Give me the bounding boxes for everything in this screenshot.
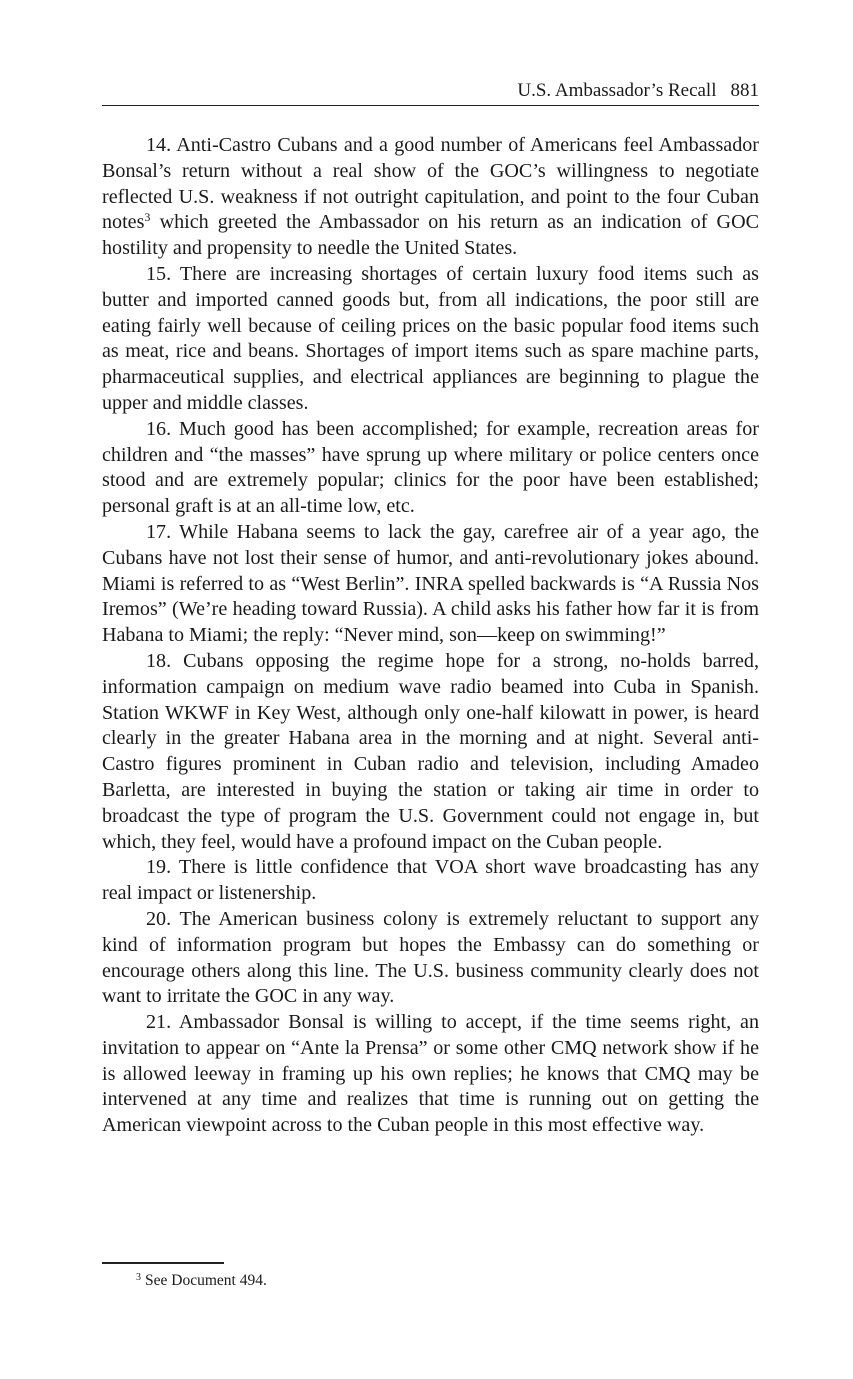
paragraph-14: [102, 133, 759, 262]
paragraph-20: 20. The American business colony is extremely reluctant to support any kind of information program but hopes the Embassy can do something or encourage others along this line. The U.S. business community clearly does not want to irritate the GOC in any way.: [102, 907, 759, 1008]
footnote-divider: [102, 1262, 224, 1264]
running-title: U.S. Ambassador’s Recall: [517, 80, 717, 101]
page-header: [102, 79, 759, 106]
paragraph-18: 18. Cubans opposing the regime hope for a strong, no-holds barred, information campaign on medium wave radio beamed into Cuba in Spanish. Station WKWF in Key West, although only one-half kilowatt in power, is heard clearly in the greater Habana area in the morning and at night. Several anti-Castro figures prominent in Cuban radio and television, including Amadeo Barletta, are interested in buying the station or taking air time in order to broadcast the type of program the U.S. Government could not engage in, but which, they feel, would have a profound impact on the Cuban people.: [102, 649, 759, 853]
footnote: [136, 1271, 267, 1291]
footnote-marker: 3: [136, 1272, 141, 1283]
paragraph-14-text-end: which greeted the Ambassador on his return as an indication of GOC hostility and propensity to needle the United States.: [102, 211, 759, 260]
footnote-text: See Document 494.: [145, 1272, 267, 1289]
body-text: [102, 133, 759, 1139]
paragraph-21: 21. Ambassador Bonsal is willing to accept, if the time seems right, an invitation to appear on “Ante la Prensa” or some other CMQ network show if he is allowed leeway in framing up his own replies; he knows that CMQ may be intervened at any time and realizes that time is running out on getting the American viewpoint across to the Cuban people in this most effective way.: [102, 1011, 759, 1137]
footnote-reference: 3: [144, 210, 151, 225]
paragraph-14-text-start: 14. Anti-Castro Cubans and a good number of Americans feel Ambassador Bonsal’s return without a real show of the GOC’s willingness to negotiate reflected U.S. weakness if not outright capitulation, and point to the four Cuban notes: [102, 134, 759, 234]
paragraph-17: 17. While Habana seems to lack the gay, carefree air of a year ago, the Cubans have not lost their sense of humor, and anti-revolutionary jokes abound. Miami is referred to as “West Berlin”. INRA spelled backwards is “A Russia Nos Iremos” (We’re heading toward Russia). A child asks his father how far it is from Habana to Miami; the reply: “Never mind, son—keep on swimming!”: [102, 520, 759, 647]
paragraph-16: 16. Much good has been accomplished; for example, recreation areas for children and “the masses” have sprung up where military or police centers once stood and are extremely popular; clinics for the poor have been established; personal graft is at an all-time low, etc.: [102, 417, 759, 518]
paragraph-15: 15. There are increasing shortages of certain luxury food items such as butter and imported canned goods but, from all indications, the poor still are eating fairly well because of ceiling prices on the basic popular food items such as meat, rice and beans. Shortages of import items such as spare machine parts, pharmaceutical supplies, and electrical appliances are beginning to plague the upper and middle classes.: [102, 262, 759, 414]
paragraph-19: 19. There is little confidence that VOA short wave broadcasting has any real impact or listenership.: [102, 856, 759, 905]
page-number: 881: [730, 80, 759, 101]
